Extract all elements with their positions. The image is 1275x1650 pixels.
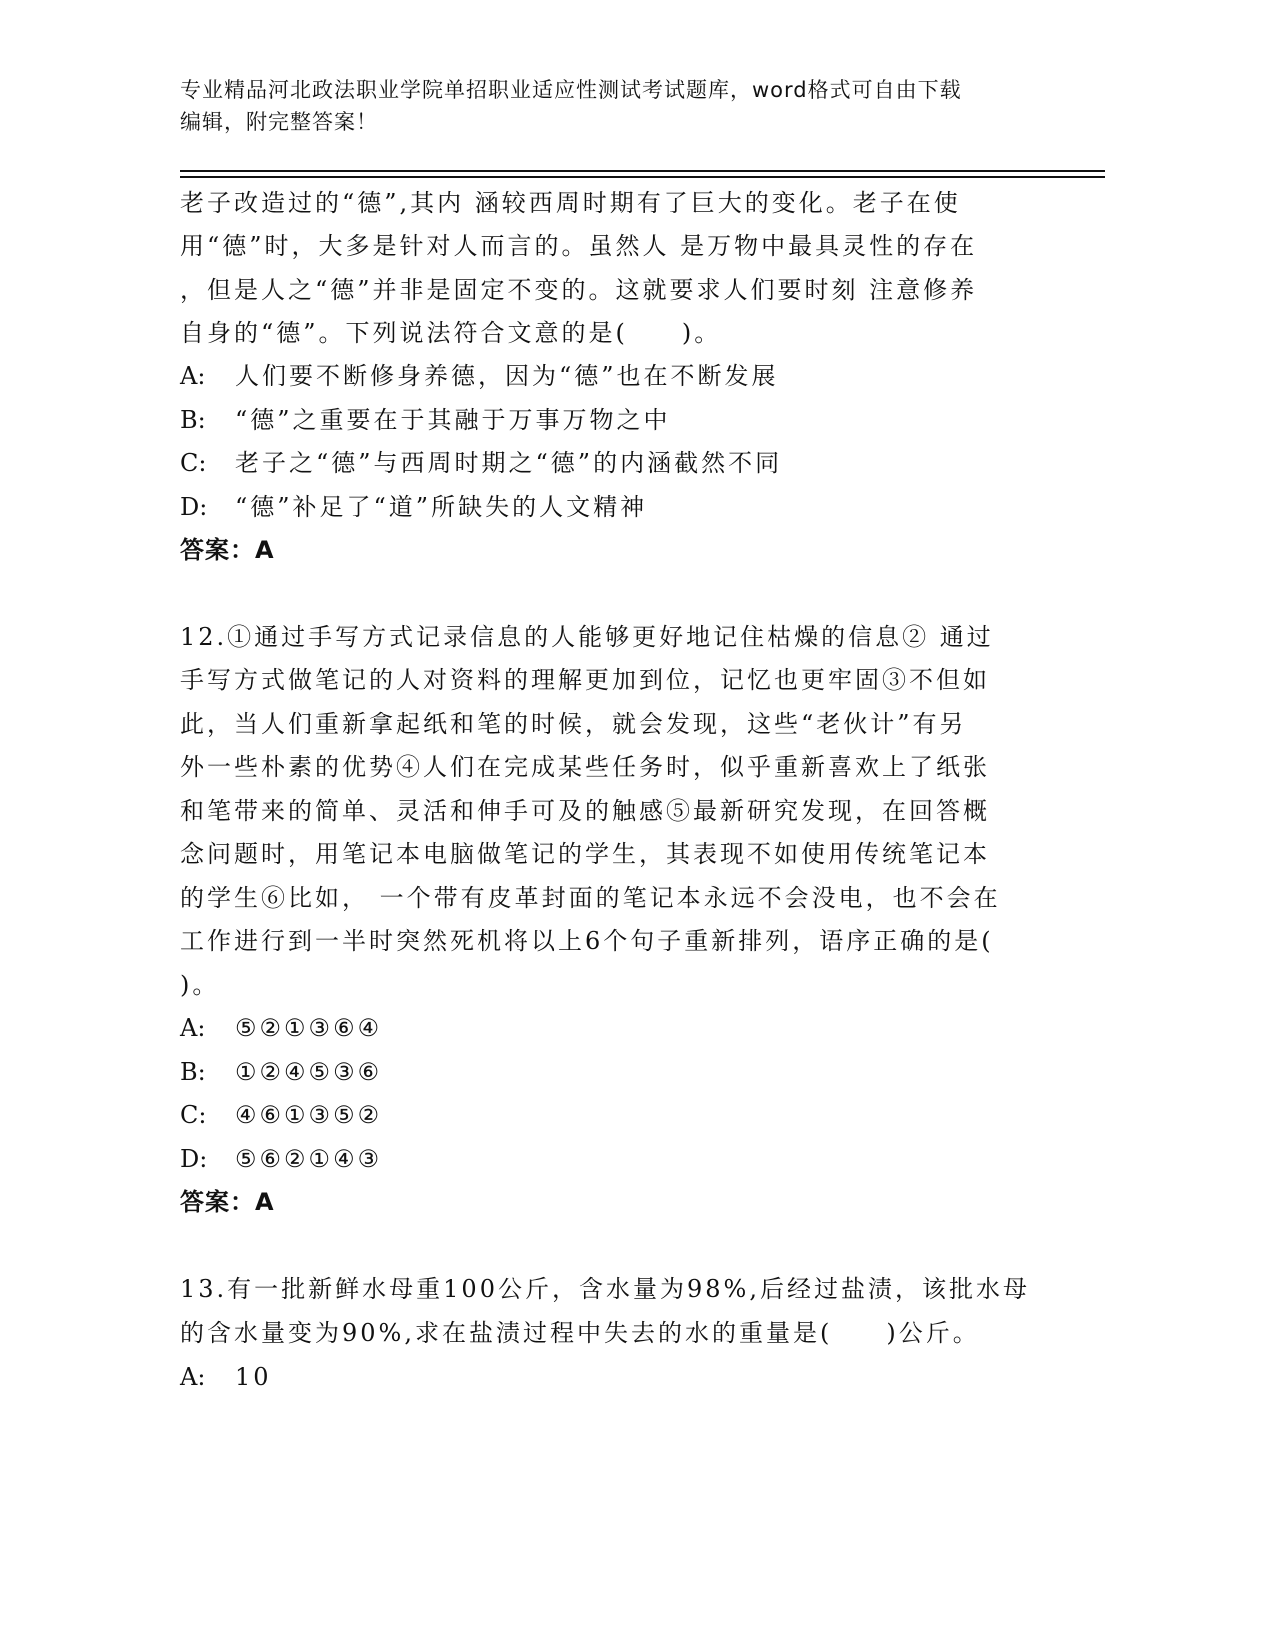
option-label: C: bbox=[180, 1101, 207, 1129]
question-stem-line: 和笔带来的简单、灵活和伸手可及的触感⑤最新研究发现，在回答概 bbox=[180, 797, 990, 825]
question-stem-line: 12.①通过手写方式记录信息的人能够更好地记住枯燥的信息② 通过 bbox=[180, 623, 994, 651]
option-text: 老子之“德”与西周时期之“德”的内涵截然不同 bbox=[235, 449, 783, 477]
option-a bbox=[180, 361, 779, 391]
option-label: A: bbox=[180, 362, 206, 390]
option-c bbox=[180, 1100, 382, 1130]
option-text: ④⑥①③⑤② bbox=[235, 1101, 383, 1129]
question-stem-line: 手写方式做笔记的人对资料的理解更加到位，记忆也更牢固③不但如 bbox=[180, 666, 990, 694]
answer: 答案：A bbox=[180, 1188, 275, 1216]
question-stem-line: 用“德”时，大多是针对人而言的。虽然人 是万物中最具灵性的存在 bbox=[180, 232, 978, 260]
option-b bbox=[180, 1057, 382, 1087]
option-text: “德”补足了“道”所缺失的人文精神 bbox=[235, 493, 648, 521]
question-stem-line: 此，当人们重新拿起纸和笔的时候，就会发现，这些“老伙计”有另 bbox=[180, 710, 967, 738]
option-text: “德”之重要在于其融于万事万物之中 bbox=[235, 406, 671, 434]
option-label: B: bbox=[180, 1058, 206, 1086]
question-stem-line: 自身的“德”。下列说法符合文意的是( )。 bbox=[180, 319, 722, 347]
option-c bbox=[180, 448, 782, 478]
header-line-2: 编辑，附完整答案！ bbox=[180, 110, 378, 134]
question-stem-line: 的学生⑥比如， 一个带有皮革封面的笔记本永远不会没电，也不会在 bbox=[180, 884, 1001, 912]
question-stem-line: ，但是人之“德”并非是固定不变的。这就要求人们要时刻 注意修养 bbox=[180, 276, 978, 304]
option-a bbox=[180, 1362, 272, 1392]
option-label: B: bbox=[180, 406, 206, 434]
question-stem-line: )。 bbox=[180, 971, 220, 999]
option-label: C: bbox=[180, 449, 207, 477]
option-label: D: bbox=[180, 1145, 208, 1173]
option-text: ⑤②①③⑥④ bbox=[235, 1014, 383, 1042]
option-label: A: bbox=[180, 1363, 206, 1391]
option-label: D: bbox=[180, 493, 208, 521]
question-stem-line: 外一些朴素的优势④人们在完成某些任务时，似乎重新喜欢上了纸张 bbox=[180, 753, 990, 781]
question-stem-line: 念问题时，用笔记本电脑做笔记的学生，其表现不如使用传统笔记本 bbox=[180, 840, 990, 868]
question-stem-line: 的含水量变为90%,求在盐渍过程中失去的水的重量是( )公斤。 bbox=[180, 1319, 980, 1347]
option-b bbox=[180, 405, 671, 435]
header-line-1: 专业精品河北政法职业学院单招职业适应性测试考试题库，word格式可自由下载 bbox=[180, 78, 962, 102]
option-text: ①②④⑤③⑥ bbox=[235, 1058, 383, 1086]
option-d bbox=[180, 1144, 382, 1174]
question-stem-line: 工作进行到一半时突然死机将以上6个句子重新排列，语序正确的是( bbox=[180, 927, 994, 955]
question-stem-line: 老子改造过的“德”,其内 涵较西周时期有了巨大的变化。老子在使 bbox=[180, 189, 961, 217]
option-label: A: bbox=[180, 1014, 206, 1042]
header-divider-2 bbox=[180, 176, 1105, 178]
answer: 答案：A bbox=[180, 536, 275, 564]
option-text: ⑤⑥②①④③ bbox=[235, 1145, 383, 1173]
header-divider bbox=[180, 170, 1105, 172]
option-d bbox=[180, 492, 647, 522]
option-a bbox=[180, 1013, 382, 1043]
option-text: 10 bbox=[235, 1363, 272, 1391]
question-stem-line: 13.有一批新鲜水母重100公斤，含水量为98%,后经过盐渍，该批水母 bbox=[180, 1275, 1030, 1303]
option-text: 人们要不断修身养德，因为“德”也在不断发展 bbox=[235, 362, 779, 390]
